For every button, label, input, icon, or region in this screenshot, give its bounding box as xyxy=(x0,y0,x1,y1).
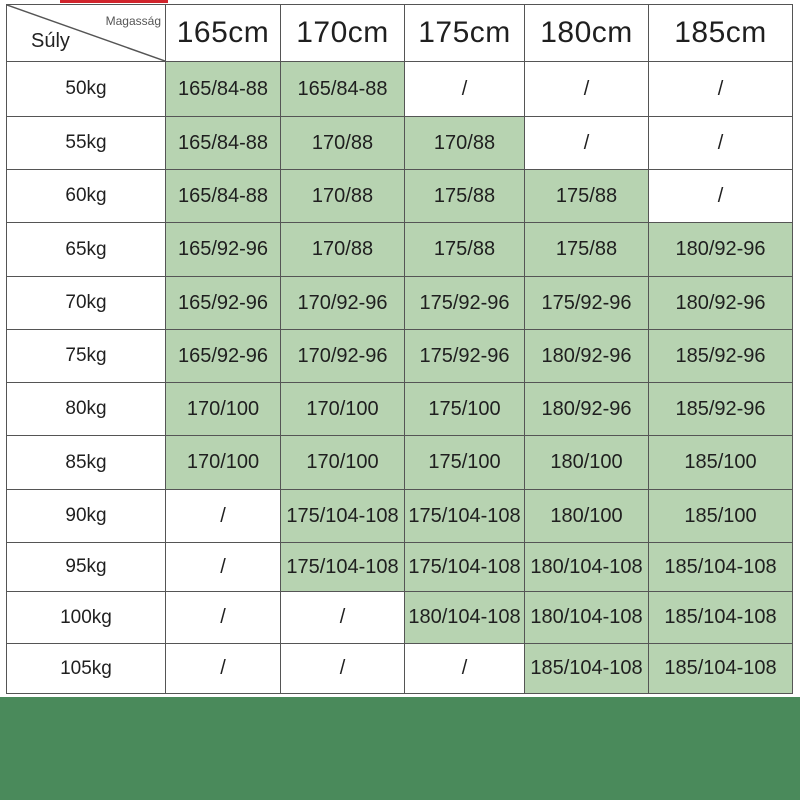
size-cell: 185/92-96 xyxy=(649,330,793,383)
size-cell: 185/100 xyxy=(649,436,793,490)
size-cell: 180/100 xyxy=(525,436,649,490)
size-cell: 175/104-108 xyxy=(281,490,405,543)
size-cell: 175/88 xyxy=(405,170,525,223)
size-cell: 175/100 xyxy=(405,383,525,436)
size-cell: 185/104-108 xyxy=(649,543,793,592)
row-header-weight: 65kg xyxy=(7,223,166,277)
size-cell: 185/100 xyxy=(649,490,793,543)
size-cell: 185/104-108 xyxy=(649,644,793,694)
size-cell: / xyxy=(166,490,281,543)
row-header-weight: 50kg xyxy=(7,62,166,117)
size-cell: 180/92-96 xyxy=(525,330,649,383)
top-red-mark xyxy=(60,0,168,3)
column-header-165cm: 165cm xyxy=(166,5,281,62)
table-row xyxy=(7,223,793,277)
size-cell: 175/92-96 xyxy=(405,330,525,383)
height-axis-label: Magasság xyxy=(105,14,161,28)
size-cell: 175/88 xyxy=(525,223,649,277)
row-header-weight: 70kg xyxy=(7,277,166,330)
table-row xyxy=(7,592,793,644)
table-row xyxy=(7,644,793,694)
row-header-weight: 55kg xyxy=(7,117,166,170)
column-header-175cm: 175cm xyxy=(405,5,525,62)
size-cell: / xyxy=(166,543,281,592)
size-cell: 175/88 xyxy=(525,170,649,223)
size-cell: / xyxy=(405,62,525,117)
size-cell: 175/92-96 xyxy=(525,277,649,330)
table-row xyxy=(7,170,793,223)
size-cell: / xyxy=(281,644,405,694)
table-row xyxy=(7,490,793,543)
row-header-weight: 90kg xyxy=(7,490,166,543)
size-cell: 165/92-96 xyxy=(166,277,281,330)
table-row xyxy=(7,62,793,117)
row-header-weight: 60kg xyxy=(7,170,166,223)
size-cell: 170/88 xyxy=(405,117,525,170)
header-row xyxy=(7,5,793,62)
size-cell: 180/100 xyxy=(525,490,649,543)
table-body xyxy=(7,62,793,694)
size-cell: 170/100 xyxy=(166,383,281,436)
size-cell: 170/88 xyxy=(281,170,405,223)
table-row xyxy=(7,383,793,436)
size-cell: / xyxy=(405,644,525,694)
size-cell: 165/84-88 xyxy=(281,62,405,117)
size-cell: 170/92-96 xyxy=(281,330,405,383)
size-cell: 170/100 xyxy=(281,383,405,436)
size-cell: / xyxy=(649,170,793,223)
size-cell: 180/92-96 xyxy=(649,277,793,330)
size-cell: / xyxy=(281,592,405,644)
size-cell: / xyxy=(525,62,649,117)
size-cell: 170/88 xyxy=(281,223,405,277)
row-header-weight: 95kg xyxy=(7,543,166,592)
size-cell: 175/100 xyxy=(405,436,525,490)
size-cell: 180/92-96 xyxy=(525,383,649,436)
table-row xyxy=(7,277,793,330)
size-cell: 175/104-108 xyxy=(405,543,525,592)
size-cell: 170/88 xyxy=(281,117,405,170)
row-header-weight: 75kg xyxy=(7,330,166,383)
table-row xyxy=(7,436,793,490)
weight-axis-label: Súly xyxy=(31,30,70,52)
size-cell: 165/84-88 xyxy=(166,62,281,117)
size-cell: 175/88 xyxy=(405,223,525,277)
row-header-weight: 100kg xyxy=(7,592,166,644)
size-cell: 180/104-108 xyxy=(525,592,649,644)
size-cell: 165/84-88 xyxy=(166,117,281,170)
size-cell: 175/104-108 xyxy=(281,543,405,592)
size-cell: 185/104-108 xyxy=(649,592,793,644)
column-header-180cm: 180cm xyxy=(525,5,649,62)
row-header-weight: 85kg xyxy=(7,436,166,490)
size-cell: / xyxy=(166,592,281,644)
bottom-green-band xyxy=(0,697,800,800)
size-cell: 165/92-96 xyxy=(166,330,281,383)
size-cell: 185/92-96 xyxy=(649,383,793,436)
size-cell: 170/100 xyxy=(166,436,281,490)
size-cell: / xyxy=(649,62,793,117)
row-header-weight: 80kg xyxy=(7,383,166,436)
size-cell: / xyxy=(166,644,281,694)
table-row xyxy=(7,543,793,592)
size-cell: 165/84-88 xyxy=(166,170,281,223)
size-cell: 170/92-96 xyxy=(281,277,405,330)
size-cell: 175/104-108 xyxy=(405,490,525,543)
corner-cell xyxy=(7,5,166,62)
size-cell: 180/104-108 xyxy=(525,543,649,592)
size-cell: 175/92-96 xyxy=(405,277,525,330)
size-cell: / xyxy=(525,117,649,170)
column-header-185cm: 185cm xyxy=(649,5,793,62)
row-header-weight: 105kg xyxy=(7,644,166,694)
size-cell: 180/104-108 xyxy=(405,592,525,644)
table-row xyxy=(7,117,793,170)
column-header-170cm: 170cm xyxy=(281,5,405,62)
size-chart-table xyxy=(6,4,793,694)
size-cell: / xyxy=(649,117,793,170)
size-cell: 185/104-108 xyxy=(525,644,649,694)
size-cell: 170/100 xyxy=(281,436,405,490)
size-cell: 180/92-96 xyxy=(649,223,793,277)
size-cell: 165/92-96 xyxy=(166,223,281,277)
table-row xyxy=(7,330,793,383)
